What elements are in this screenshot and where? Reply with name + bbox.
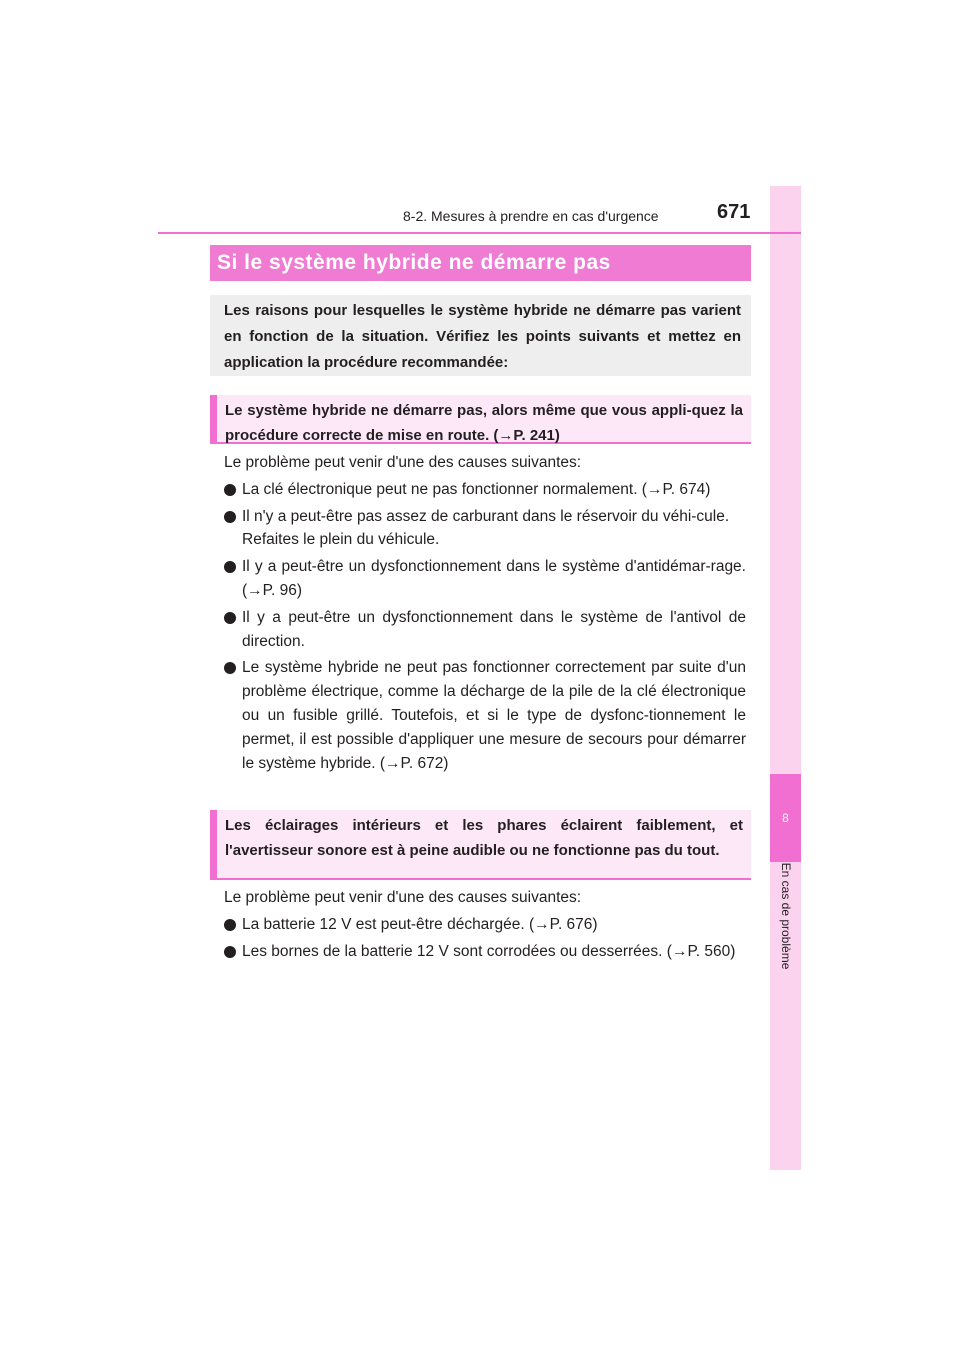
list-item: Il y a peut-être un dysfonctionnement dans le système de l'antivol de direction.	[224, 606, 746, 654]
bullet-icon	[224, 511, 236, 523]
page-number: 671	[717, 201, 751, 223]
case2-heading: Les éclairages intérieurs et les phares éclairent faiblement, et l'avertisseur sonore est à peine audible ou ne fonctionne pas du tout.	[210, 810, 751, 880]
chapter-number-tab	[770, 774, 801, 862]
bullet-icon	[224, 919, 236, 931]
case2-lead: Le problème peut venir d'une des causes suivantes:	[224, 889, 582, 906]
chapter-side-tab	[770, 186, 801, 1170]
case2-body	[224, 886, 746, 963]
case1-body	[224, 451, 746, 775]
bullet-icon	[224, 484, 236, 496]
case1-heading: Le système hybride ne démarre pas, alors même que vous appli-quez la procédure correcte de mise en route. (→P. 241)	[210, 395, 751, 444]
chapter-title: En cas de problème	[779, 862, 793, 970]
bullet-icon	[224, 662, 236, 674]
running-head: 8-2. Mesures à prendre en cas d'urgence	[403, 208, 659, 224]
list-item: La clé électronique peut ne pas fonctionner normalement. (→P. 674)	[224, 478, 746, 502]
bullet-icon	[224, 946, 236, 958]
list-item: Il y a peut-être un dysfonctionnement dans le système d'antidémar-rage. (→P. 96)	[224, 555, 746, 603]
case1-lead: Le problème peut venir d'une des causes suivantes:	[224, 454, 582, 471]
intro-box: Les raisons pour lesquelles le système hybride ne démarre pas varient en fonction de la situation. Vérifiez les points suivants et mettez en application la procédure recommandée:	[210, 295, 751, 376]
chapter-number: 8	[782, 811, 789, 825]
bullet-icon	[224, 612, 236, 624]
section-title: Si le système hybride ne démarre pas	[210, 245, 751, 281]
list-item: La batterie 12 V est peut-être déchargée. (→P. 676)	[224, 913, 746, 937]
list-item: Il n'y a peut-être pas assez de carburant dans le réservoir du véhi-cule. Refaites le plein du véhicule.	[224, 505, 746, 553]
header-rule	[158, 232, 801, 234]
list-item: Le système hybride ne peut pas fonctionner correctement par suite d'un problème électrique, comme la décharge de la pile de la clé électronique ou un fusible grillé. Toutefois, et si le type de dysfonc-tionnement le permet, il est possible d'appliquer une mesure de secours pour démarrer le système hybride. (→P. 672)	[224, 656, 746, 775]
list-item: Les bornes de la batterie 12 V sont corrodées ou desserrées. (→P. 560)	[224, 940, 746, 964]
bullet-icon	[224, 561, 236, 573]
